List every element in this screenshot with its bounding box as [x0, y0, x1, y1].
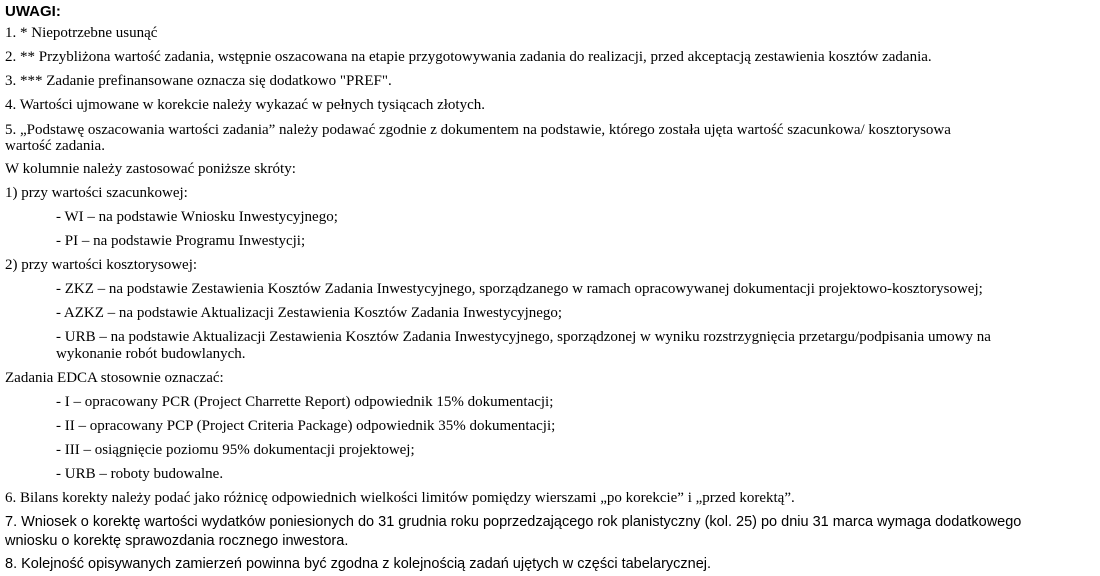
note-4: 4. Wartości ujmowane w korekcie należy wykazać w pełnych tysiącach złotych. [5, 97, 485, 113]
abbr-wi: - WI – na podstawie Wniosku Inwestycyjnego; [56, 209, 338, 225]
note-5-line-1: 5. „Podstawę oszacowania wartości zadania” należy podawać zgodnie z dokumentem na podstawie, którego została ujęta wartość szacunkowa/ kosztorysowa [5, 122, 951, 138]
abbr-azkz: - AZKZ – na podstawie Aktualizacji Zestawienia Kosztów Zadania Inwestycyjnego; [56, 305, 563, 321]
abbr-urb-line-2: wykonanie robót budowlanych. [56, 346, 246, 362]
edca-heading: Zadania EDCA stosownie oznaczać: [5, 370, 224, 386]
abbreviations-intro: W kolumnie należy zastosować poniższe skróty: [5, 161, 296, 177]
edca-ii: - II – opracowany PCP (Project Criteria Package) odpowiednik 35% dokumentacji; [56, 418, 556, 434]
note-6: 6. Bilans korekty należy podać jako różnicę odpowiednich wielkości limitów pomiędzy wierszami „po korekcie” i „przed korektą”. [5, 490, 795, 506]
note-5-line-2: wartość zadania. [5, 138, 105, 154]
notes-title: UWAGI: [5, 3, 61, 20]
edca-iii: - III – osiągnięcie poziomu 95% dokumentacji projektowej; [56, 442, 415, 458]
abbr-pi: - PI – na podstawie Programu Inwestycji; [56, 233, 306, 249]
abbr-urb-line-1: - URB – na podstawie Aktualizacji Zestawienia Kosztów Zadania Inwestycyjnego, sporządzonej w wyniku rozstrzygnięcia przetargu/podpisania umowy na [56, 329, 991, 345]
cost-estimate-heading: 2) przy wartości kosztorysowej: [5, 257, 198, 273]
note-2: 2. ** Przybliżona wartość zadania, wstępnie oszacowana na etapie przygotowywania zadania do realizacji, przed akceptacją zestawienia kosztów zadania. [5, 49, 932, 65]
note-3: 3. *** Zadanie prefinansowane oznacza się dodatkowo "PREF". [5, 73, 392, 89]
note-7-line-1: 7. Wniosek o korektę wartości wydatków poniesionych do 31 grudnia roku poprzedzającego rok planistyczny (kol. 25) po dniu 31 marca wymaga dodatkowego [5, 514, 1022, 530]
edca-urb: - URB – roboty budowalne. [56, 466, 224, 482]
note-1: 1. * Niepotrzebne usunąć [5, 25, 158, 41]
note-7-line-2: wniosku o korektę sprawozdania rocznego inwestora. [5, 533, 349, 549]
edca-i: - I – opracowany PCR (Project Charrette Report) odpowiednik 15% dokumentacji; [56, 394, 554, 410]
estimated-value-heading: 1) przy wartości szacunkowej: [5, 185, 188, 201]
abbr-zkz: - ZKZ – na podstawie Zestawienia Kosztów Zadania Inwestycyjnego, sporządzanego w ramach opracowywanej dokumentacji projektowo-kosztorysowej; [56, 281, 983, 297]
note-8: 8. Kolejność opisywanych zamierzeń powinna być zgodna z kolejnością zadań ujętych w części tabelarycznej. [5, 556, 712, 572]
